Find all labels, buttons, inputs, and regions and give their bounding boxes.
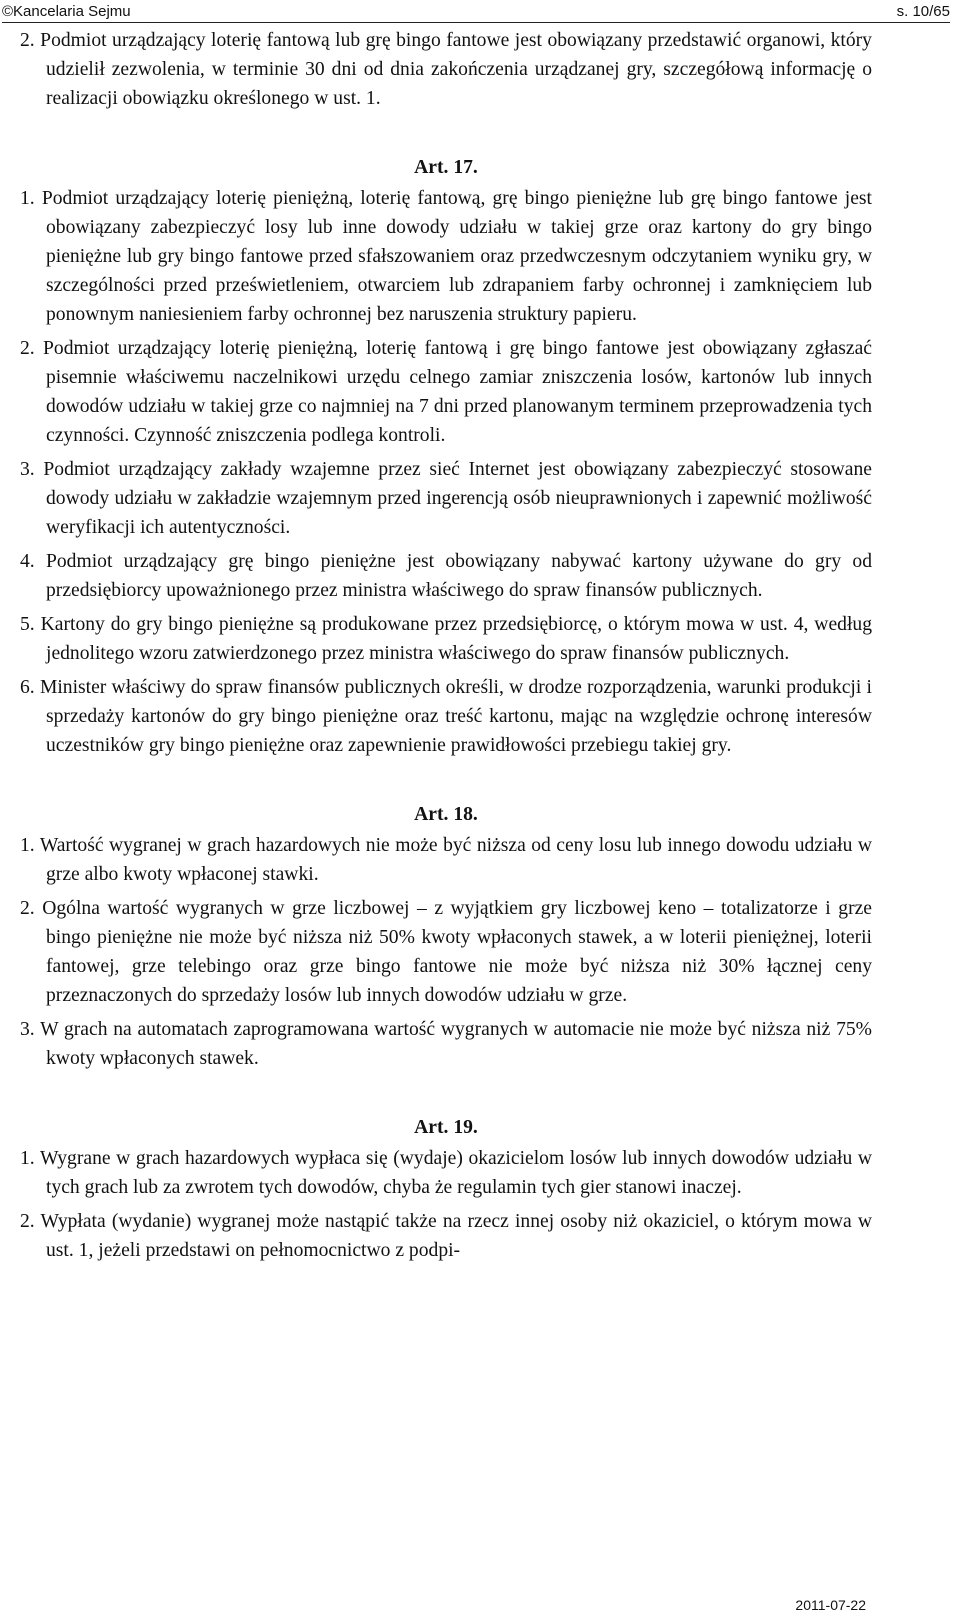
paragraph [20,610,872,668]
paragraph-text: Minister właściwy do spraw finansów publicznych określi, w drodze rozporządzenia, warunki produkcji i sprzedaży kartonów do gry bingo pieniężne oraz treść kartonu, mając na względzie ochronę interesów uczestników gry bingo pieniężne oraz zapewnienie prawidłowości przebiegu takiej gry. [39,677,872,756]
paragraph [20,894,872,1010]
paragraph-number: 3. [20,1019,35,1040]
page-footer-date: 2011-07-22 [795,1597,866,1613]
paragraph [20,831,872,889]
paragraph-number: 3. [20,459,35,480]
paragraph [20,334,872,450]
paragraph-text: Podmiot urządzający loterię pieniężną, loterię fantową, grę bingo pieniężne lub grę bingo fantowe jest obowiązany zabezpieczyć losy lub inne dowody udziału w takiej grze oraz kartony do gry bingo pieniężne lub gry bingo fantowe przed sfałszowaniem oraz przedwczesnym odczytaniem wyniku gry, w szczególności przed prześwietleniem, otwarciem lub zdrapaniem farby ochronnej i zamknięciem lub ponownym naniesieniem farby ochronnej bez naruszenia struktury papieru. [41,188,872,325]
paragraph-number: 6. [20,677,35,698]
paragraph-number: 2. [20,1211,35,1232]
paragraph [20,1207,872,1265]
paragraph-number: 1. [20,1148,35,1169]
paragraph [20,1144,872,1202]
paragraph [20,455,872,542]
paragraph [20,1015,872,1073]
paragraph-text: Podmiot urządzający grę bingo pieniężne jest obowiązany nabywać kartony używane do gry od przedsiębiorcy upoważnionego przez ministra właściwego do spraw finansów publicznych. [45,551,873,601]
paragraph [20,547,872,605]
paragraph-number: 2. [20,30,35,51]
paragraph-text: W grach na automatach zaprogramowana wartość wygranych w automacie nie może być niższa niż 75% kwoty wpłaconych stawek. [40,1019,872,1069]
paragraph-text: Podmiot urządzający loterię fantową lub grę bingo fantowe jest obowiązany przedstawić organowi, który udzielił zezwolenia, w terminie 30 dni od dnia zakończenia urządzanej gry, szczegółową informację o realizacji obowiązku określonego w ust. 1. [40,30,872,109]
paragraph-number: 1. [20,835,35,856]
page-number: s. 10/65 [896,3,950,20]
paragraph [20,26,872,113]
paragraph-number: 2. [20,338,35,359]
article-title: Art. 19. [414,1117,478,1138]
paragraph-text: Kartony do gry bingo pieniężne są produkowane przez przedsiębiorcę, o którym mowa w ust. 4, według jednolitego wzoru zatwierdzonego przez ministra właściwego do spraw finansów publicznych. [40,614,872,664]
article-title: Art. 17. [414,157,478,178]
article-title: Art. 18. [414,804,478,825]
spacer [20,765,872,800]
page-header [2,2,950,23]
spacer [20,1078,872,1113]
paragraph-text: Ogólna wartość wygranych w grze liczbowej – z wyjątkiem gry liczbowej keno – totalizatorze i grze bingo pieniężne nie może być niższa niż 50% kwoty wpłaconych stawek, a w loterii pieniężnej, loterii fantowej, grze telebingo oraz grze bingo fantowe nie może być niższa niż 30% łącznej ceny przeznaczonych do sprzedaży losów lub innych dowodów udziału w grze. [42,898,872,1006]
paragraph-number: 1. [20,188,35,209]
paragraph-number: 2. [20,898,35,919]
spacer [20,118,872,153]
document-body [20,26,872,1270]
paragraph-number: 5. [20,614,35,635]
paragraph-text: Podmiot urządzający zakłady wzajemne przez sieć Internet jest obowiązany zabezpieczyć stosowane dowody udziału w zakładzie wzajemnym przed ingerencją osób nieuprawnionych i zapewnić możliwość weryfikacji ich autentyczności. [43,459,872,538]
paragraph-text: Wartość wygranej w grach hazardowych nie może być niższa od ceny losu lub innego dowodu udziału w grze albo kwoty wpłaconej stawki. [39,835,872,885]
paragraph-text: Wypłata (wydanie) wygranej może nastąpić także na rzecz innej osoby niż okaziciel, o którym mowa w ust. 1, jeżeli przedstawi on pełnomocnictwo z podpi- [40,1211,872,1261]
paragraph [20,673,872,760]
paragraph-text: Wygrane w grach hazardowych wypłaca się (wydaje) okazicielom losów lub innych dowodów udziału w tych grach lub za zwrotem tych dowodów, chyba że regulamin tych gier stanowi inaczej. [39,1148,872,1198]
copyright-label: ©Kancelaria Sejmu [2,3,131,20]
paragraph-text: Podmiot urządzający loterię pieniężną, loterię fantową i grę bingo fantowe jest obowiązany zgłaszać pisemnie właściwemu naczelnikowi urzędu celnego zamiar zniszczenia losów, kartonów lub innych dowodów udziału w takiej grze co najmniej na 7 dni przed planowanym terminem przeprowadzenia tych czynności. Czynność zniszczenia podlega kontroli. [43,338,872,446]
paragraph-number: 4. [20,551,35,572]
paragraph [20,184,872,329]
